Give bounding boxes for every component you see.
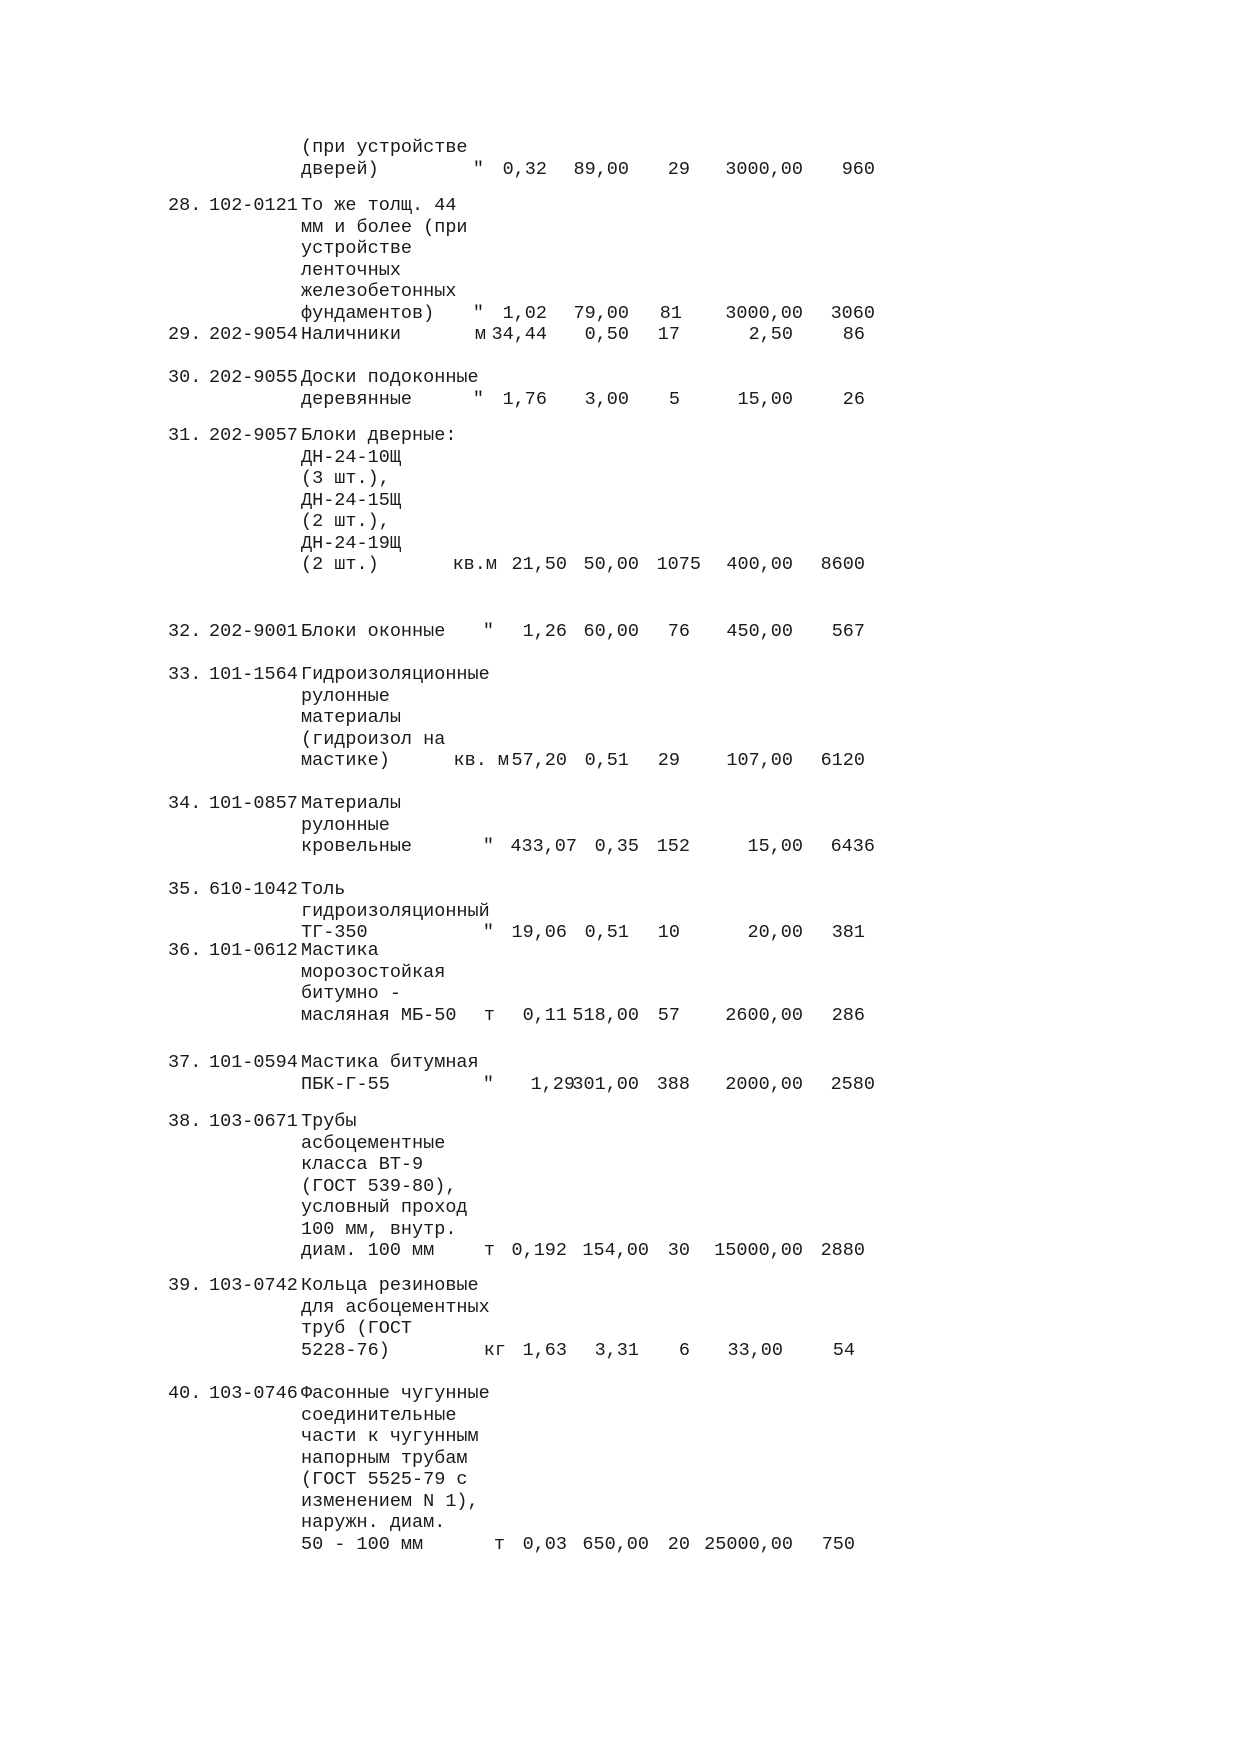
item-name-line: ДН-24-10Щ — [301, 446, 401, 468]
item-name-line: наружн. диам. — [301, 1512, 446, 1533]
item-cost: 10 — [657, 922, 680, 943]
item-name-line: материалы — [301, 707, 401, 728]
item-name-line: (ГОСТ 539-80), — [301, 1175, 457, 1197]
item-name-line: диам. 100 мм — [301, 1240, 435, 1261]
item-name-line: ДН-24-15Щ — [301, 489, 401, 511]
item-name-line: Материалы — [301, 793, 401, 814]
item-name-line: Гидроизоляционные — [301, 664, 490, 685]
item-name-line: 50 - 100 мм — [301, 1533, 424, 1555]
item-unit-price: 650,00 — [582, 1533, 649, 1555]
item-code: 103-0746 — [209, 1383, 298, 1404]
item-unit-price: 0,35 — [594, 836, 639, 857]
item-unit: " — [472, 388, 484, 410]
item-number: 39. — [168, 1275, 202, 1296]
item-name-line: рулонные — [301, 814, 390, 836]
item-quantity: 34,44 — [491, 324, 547, 345]
item-number: 32. — [168, 621, 202, 642]
item-unit-price: 154,00 — [582, 1240, 649, 1261]
item-unit-price: 301,00 — [572, 1073, 639, 1095]
item-name-line: асбоцементные — [301, 1132, 446, 1154]
item-code: 103-0671 — [209, 1111, 298, 1132]
item-name-line: мм и более (при — [301, 216, 468, 238]
item-current-price: 400,00 — [726, 554, 793, 575]
item-name-line: дверей) — [301, 158, 379, 180]
item-name-line: кровельные — [301, 836, 413, 857]
item-quantity: 19,06 — [511, 922, 567, 943]
item-unit: кв.м — [452, 554, 497, 575]
item-code: 202-9001 — [209, 621, 298, 642]
item-number: 37. — [168, 1052, 202, 1073]
item-total: 286 — [831, 1004, 865, 1026]
item-name-line: (2 шт.), — [301, 511, 390, 532]
item-unit: т — [483, 1240, 495, 1261]
item-code: 101-0612 — [209, 940, 298, 961]
item-unit-price: 0,50 — [584, 324, 629, 345]
item-name-line: ТГ-350 — [301, 922, 368, 943]
item-current-price: 15,00 — [737, 388, 793, 410]
item-name-line: части к чугунным — [301, 1426, 479, 1447]
item-number: 29. — [168, 324, 202, 345]
item-current-price: 2,50 — [748, 324, 793, 345]
item-unit: кв. м — [453, 750, 509, 771]
item-total: 2580 — [830, 1073, 875, 1095]
item-unit-price: 60,00 — [583, 621, 639, 642]
item-total: 6436 — [830, 836, 875, 857]
item-name-line: мастике) — [301, 750, 390, 771]
item-unit-price: 79,00 — [573, 302, 629, 324]
item-cost: 388 — [656, 1073, 690, 1095]
item-unit-price: 3,00 — [584, 388, 629, 410]
item-cost: 6 — [678, 1339, 690, 1361]
item-name-line: (3 шт.), — [301, 468, 390, 489]
item-total: 86 — [842, 324, 865, 345]
item-quantity: 21,50 — [511, 554, 567, 575]
item-unit: " — [482, 836, 494, 857]
item-unit-price: 3,31 — [594, 1339, 639, 1361]
item-quantity: 0,32 — [502, 158, 547, 180]
item-name-line: масляная МБ-50 — [301, 1004, 457, 1026]
item-total: 26 — [842, 388, 865, 410]
item-number: 28. — [168, 195, 202, 216]
item-total: 381 — [831, 922, 865, 943]
item-name-line: класса ВТ-9 — [301, 1154, 424, 1175]
item-total: 6120 — [820, 750, 865, 771]
item-name-line: Толь — [301, 879, 346, 900]
item-total: 750 — [821, 1533, 855, 1555]
item-name-line: условный проход — [301, 1197, 468, 1218]
item-unit: м — [474, 324, 486, 345]
item-cost: 81 — [659, 302, 682, 324]
item-name-line: битумно - — [301, 983, 401, 1004]
item-unit: т — [483, 1004, 495, 1026]
item-name-line: Доски подоконные — [301, 367, 479, 388]
item-number: 30. — [168, 367, 202, 388]
item-quantity: 1,29 — [530, 1073, 575, 1095]
item-name-line: железобетонных — [301, 281, 457, 302]
item-name-line: (2 шт.) — [301, 554, 379, 575]
item-cost: 1075 — [656, 554, 701, 575]
item-quantity: 0,192 — [511, 1240, 567, 1261]
item-quantity: 1,76 — [502, 388, 547, 410]
item-total: 960 — [841, 158, 875, 180]
item-number: 36. — [168, 940, 202, 961]
item-unit-price: 0,51 — [584, 922, 629, 943]
item-name-line: (гидроизол на — [301, 728, 446, 750]
item-current-price: 33,00 — [727, 1339, 783, 1361]
item-name-line: Мастика битумная — [301, 1052, 479, 1073]
item-name-line: соединительные — [301, 1404, 457, 1426]
item-cost: 76 — [667, 621, 690, 642]
item-current-price: 25000,00 — [704, 1533, 793, 1555]
item-quantity: 433,07 — [510, 836, 577, 857]
item-name-line: Блоки дверные: — [301, 425, 457, 446]
item-code: 202-9054 — [209, 324, 298, 345]
item-number: 33. — [168, 664, 202, 685]
item-name-line: гидроизоляционный — [301, 900, 490, 922]
item-name-line: Трубы — [301, 1111, 357, 1132]
item-cost: 57 — [657, 1004, 680, 1026]
item-name-line: морозостойкая — [301, 961, 446, 983]
item-current-price: 107,00 — [726, 750, 793, 771]
item-code: 101-0857 — [209, 793, 298, 814]
item-current-price: 20,00 — [747, 922, 803, 943]
item-quantity: 0,03 — [522, 1533, 567, 1555]
item-name-line: ленточных — [301, 259, 401, 281]
item-current-price: 2000,00 — [725, 1073, 803, 1095]
item-name-line: фундаментов) — [301, 302, 435, 324]
item-name-line: Наличники — [301, 324, 401, 345]
item-cost: 5 — [668, 388, 680, 410]
item-unit-price: 518,00 — [572, 1004, 639, 1026]
item-code: 202-9055 — [209, 367, 298, 388]
item-name-line: изменением N 1), — [301, 1490, 479, 1512]
item-quantity: 1,02 — [502, 302, 547, 324]
item-code: 101-0594 — [209, 1052, 298, 1073]
item-code: 103-0742 — [209, 1275, 298, 1296]
item-name-line: Блоки оконные — [301, 621, 446, 642]
item-name-line: ПБК-Г-55 — [301, 1073, 390, 1095]
item-number: 34. — [168, 793, 202, 814]
item-quantity: 1,26 — [522, 621, 567, 642]
item-name-line: труб (ГОСТ — [301, 1318, 413, 1339]
item-total: 54 — [832, 1339, 855, 1361]
item-unit: кг — [483, 1339, 506, 1361]
item-unit: " — [482, 922, 494, 943]
item-code: 102-0121 — [209, 195, 298, 216]
item-number: 35. — [168, 879, 202, 900]
item-quantity: 0,11 — [522, 1004, 567, 1026]
item-unit: т — [493, 1533, 505, 1555]
item-unit-price: 0,51 — [584, 750, 629, 771]
item-cost: 29 — [667, 158, 690, 180]
item-total: 567 — [831, 621, 865, 642]
item-number: 38. — [168, 1111, 202, 1132]
item-name-line: устройстве — [301, 238, 413, 259]
item-name-line: 5228-76) — [301, 1339, 390, 1361]
item-current-price: 15000,00 — [714, 1240, 803, 1261]
item-current-price: 450,00 — [726, 621, 793, 642]
item-current-price: 3000,00 — [725, 158, 803, 180]
item-total: 2880 — [820, 1240, 865, 1261]
item-code: 610-1042 — [209, 879, 298, 900]
item-unit-price: 50,00 — [583, 554, 639, 575]
item-unit-price: 89,00 — [573, 158, 629, 180]
item-current-price: 15,00 — [747, 836, 803, 857]
item-quantity: 1,63 — [522, 1339, 567, 1361]
item-name-line: ДН-24-19Щ — [301, 532, 401, 554]
item-number: 40. — [168, 1383, 202, 1404]
item-cost: 30 — [667, 1240, 690, 1261]
item-name-line: рулонные — [301, 685, 390, 707]
item-cost: 152 — [656, 836, 690, 857]
item-number: 31. — [168, 425, 202, 446]
item-quantity: 57,20 — [511, 750, 567, 771]
item-unit: " — [482, 1073, 494, 1095]
item-total: 3060 — [830, 302, 875, 324]
item-name-line: Мастика — [301, 940, 379, 961]
item-unit: " — [472, 158, 484, 180]
item-name-line: деревянные — [301, 388, 413, 410]
item-cost: 29 — [657, 750, 680, 771]
item-code: 101-1564 — [209, 664, 298, 685]
item-current-price: 2600,00 — [725, 1004, 803, 1026]
item-total: 8600 — [820, 554, 865, 575]
item-name-line: То же толщ. 44 — [301, 195, 457, 216]
item-current-price: 3000,00 — [725, 302, 803, 324]
item-code: 202-9057 — [209, 425, 298, 446]
item-name-line: Фасонные чугунные — [301, 1383, 490, 1404]
item-name-line: (при устройстве — [301, 137, 468, 158]
item-cost: 17 — [657, 324, 680, 345]
item-unit: " — [482, 621, 494, 642]
item-name-line: для асбоцементных — [301, 1296, 490, 1318]
item-name-line: 100 мм, внутр. — [301, 1218, 457, 1240]
item-name-line: Кольца резиновые — [301, 1275, 479, 1296]
item-unit: " — [472, 302, 484, 324]
item-cost: 20 — [667, 1533, 690, 1555]
item-name-line: (ГОСТ 5525-79 с — [301, 1469, 468, 1490]
item-name-line: напорным трубам — [301, 1447, 468, 1469]
